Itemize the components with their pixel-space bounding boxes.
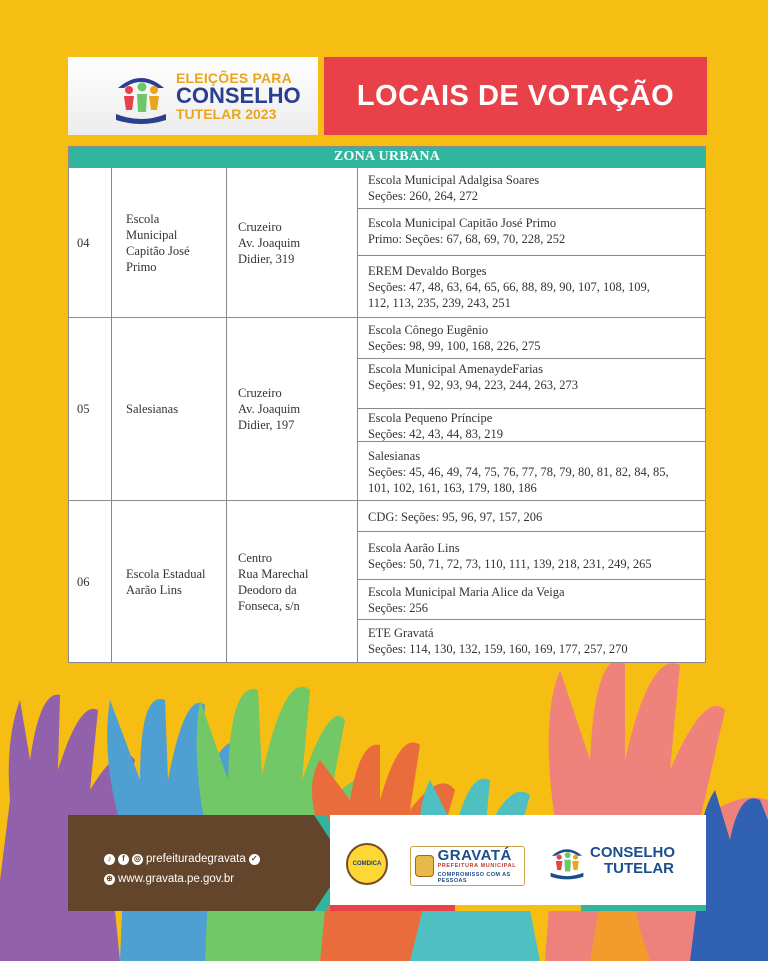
school-name-text: Salesianas — [126, 402, 179, 416]
site-name: Escola Municipal Maria Alice da Veiga — [368, 585, 565, 599]
school-address — [238, 501, 356, 663]
conselho-line-1: CONSELHO — [590, 844, 676, 861]
group-number-text: 05 — [77, 402, 90, 416]
gravata-slogan: COMPROMISSO COM AS PESSOAS — [437, 872, 511, 884]
site-name: Escola Cônego Eugênio — [368, 323, 489, 337]
site-sections: Seções: 260, 264, 272 — [368, 189, 479, 203]
logo-line-1: ELEIÇÕES PARA — [176, 70, 292, 86]
tiktok-icon[interactable]: ♪ — [104, 854, 115, 865]
gravata-prefeitura-logo — [410, 846, 525, 886]
site-sections: Seções: 45, 46, 49, 74, 75, 76, 77, 78, 79, 80, 81, 82, 84, 85, 101, 102, 161, 163, 179, 180, 186 — [368, 465, 669, 495]
verified-icon: ✓ — [249, 854, 260, 865]
school-address — [238, 318, 356, 500]
social-handle-row[interactable] — [104, 849, 260, 869]
group-number — [77, 501, 111, 663]
gravata-sub: PREFEITURA MUNICIPAL — [437, 863, 517, 869]
website-row[interactable] — [104, 869, 260, 889]
page-title-banner — [324, 57, 707, 135]
election-logo — [68, 57, 318, 135]
polling-site — [368, 322, 703, 354]
polling-site — [368, 172, 703, 204]
site-name: Salesianas — [368, 449, 421, 463]
group-number — [77, 318, 111, 500]
globe-icon: ⊕ — [104, 874, 115, 885]
zone-header: ZONA URBANA — [68, 146, 706, 167]
site-sections: CDG: Seções: 95, 96, 97, 157, 206 — [368, 510, 543, 524]
site-name: Escola Municipal Capitão José Primo — [368, 216, 557, 230]
family-shelter-icon — [548, 841, 586, 881]
social-handle[interactable]: prefeituradegravata — [146, 853, 246, 865]
polling-site — [368, 410, 703, 442]
site-sections: Seções: 256 — [368, 601, 429, 615]
school-name — [126, 501, 226, 663]
polling-site — [368, 509, 703, 525]
instagram-icon[interactable]: ◎ — [132, 854, 143, 865]
footer-color-strip — [330, 905, 706, 911]
site-sections: Seções: 98, 99, 100, 168, 226, 275 — [368, 339, 541, 353]
site-sections: Seções: 47, 48, 63, 64, 65, 66, 88, 89, 90, 107, 108, 109, 112, 113, 235, 239, 243, 251 — [368, 280, 650, 310]
school-name-text: Escola Estadual Aarão Lins — [126, 567, 206, 597]
footer-banner — [68, 815, 706, 911]
polling-site — [368, 448, 703, 496]
site-sections: Seções: 42, 43, 44, 83, 219 — [368, 427, 504, 441]
polling-site — [368, 263, 703, 311]
site-name: Escola Municipal Adalgisa Soares — [368, 173, 540, 187]
polling-site — [368, 215, 703, 247]
site-sections: Seções: 91, 92, 93, 94, 223, 244, 263, 273 — [368, 378, 579, 392]
group-number-text: 06 — [77, 575, 90, 589]
polling-site — [368, 361, 703, 393]
school-address-text: Centro Rua Marechal Deodoro da Fonseca, s/n — [238, 551, 309, 613]
school-address-text: Cruzeiro Av. Joaquim Didier, 319 — [238, 219, 301, 266]
group-number-text: 04 — [77, 235, 90, 250]
site-name: Escola Aarão Lins — [368, 541, 460, 555]
group-number — [77, 168, 111, 317]
polling-site — [368, 625, 703, 657]
school-name — [126, 318, 226, 500]
conselho-tutelar-logo — [548, 841, 675, 881]
facebook-icon[interactable]: f — [118, 854, 129, 865]
gravata-name: GRAVATÁ — [437, 847, 512, 864]
site-sections: Seções: 50, 71, 72, 73, 110, 111, 139, 218, 231, 249, 265 — [368, 557, 652, 571]
site-name: Escola Municipal AmenaydeFarias — [368, 362, 543, 376]
school-name — [126, 168, 226, 317]
polling-site — [368, 584, 703, 616]
comdica-label: COMDICA — [352, 861, 382, 867]
page-title: LOCAIS DE VOTAÇÃO — [356, 79, 675, 112]
site-sections: Primo: Seções: 67, 68, 69, 70, 228, 252 — [368, 232, 566, 246]
logo-line-2: CONSELHO — [176, 83, 301, 108]
site-name: EREM Devaldo Borges — [368, 264, 487, 278]
logo-line-3: TUTELAR 2023 — [176, 106, 277, 122]
website-link[interactable]: www.gravata.pe.gov.br — [118, 873, 235, 885]
comdica-logo — [346, 843, 388, 885]
school-name-text: Escola Municipal Capitão José Primo — [126, 211, 190, 274]
polling-site — [368, 540, 703, 572]
site-name: ETE Gravatá — [368, 626, 434, 640]
city-seal-icon — [415, 855, 434, 877]
school-address-text: Cruzeiro Av. Joaquim Didier, 197 — [238, 386, 301, 432]
school-address — [238, 168, 356, 317]
family-shelter-icon — [112, 66, 170, 126]
social-links — [104, 849, 260, 889]
conselho-line-2: TUTELAR — [604, 860, 674, 877]
site-name: Escola Pequeno Príncipe — [368, 411, 493, 425]
site-sections: Seções: 114, 130, 132, 159, 160, 169, 177, 257, 270 — [368, 642, 628, 656]
voting-locations-table — [68, 146, 706, 663]
